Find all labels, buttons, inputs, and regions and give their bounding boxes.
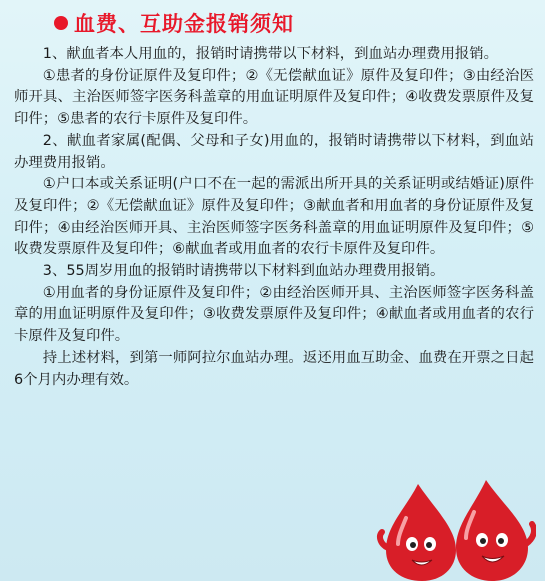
blood-drop-mascot-icon <box>376 478 536 581</box>
notice-body <box>14 44 534 391</box>
left-drop-mascot <box>380 484 456 581</box>
paragraph-section-3: 3、55周岁用血的报销时请携带以下材料到血站办理费用报销。 <box>42 263 445 280</box>
bullet-dot-icon <box>54 16 68 30</box>
right-drop-mascot <box>456 480 534 581</box>
paragraph-section-1-items: ①患者的身份证原件及复印件；②《无偿献血证》原件及复印件；③由经治医师开具、主治医师签字医务科盖章的用血证明原件及复印件；④收费发票原件及复印件；⑤患者的农行卡原件及复印件。 <box>14 67 534 128</box>
paragraph-section-3-items: ①用血者的身份证原件及复印件；②由经治医师开具、主治医师签字医务科盖章的用血证明原件及复印件；③收费发票原件及复印件；④献血者或用血者的农行卡原件及复印件。 <box>14 284 534 345</box>
title-row <box>54 6 294 40</box>
paragraph-section-2-items: ①户口本或关系证明(户口不在一起的需派出所开具的关系证明或结婚证)原件及复印件；②《无偿献血证》原件及复印件；③献血者和用血者的身份证原件及复印件；④由经治医师开具、主治医师签字医务科盖章的用血证明原件及复印件；⑤收费发票原件及复印件；⑥献血者或用血者的农行卡原件及复印件。 <box>14 176 534 258</box>
paragraph-section-1: 1、献血者本人用血的，报销时请携带以下材料，到血站办理费用报销。 <box>42 46 499 62</box>
paragraph-section-2: 2、献血者家属(配偶、父母和子女)用血的，报销时请携带以下材料，到血站办理费用报销。 <box>14 132 534 171</box>
paragraph-closing: 持上述材料，到第一师阿拉尔血站办理。返还用血互助金、血费在开票之日起6个月内办理有效。 <box>14 349 534 388</box>
page-title: 血费、互助金报销须知 <box>74 12 294 36</box>
